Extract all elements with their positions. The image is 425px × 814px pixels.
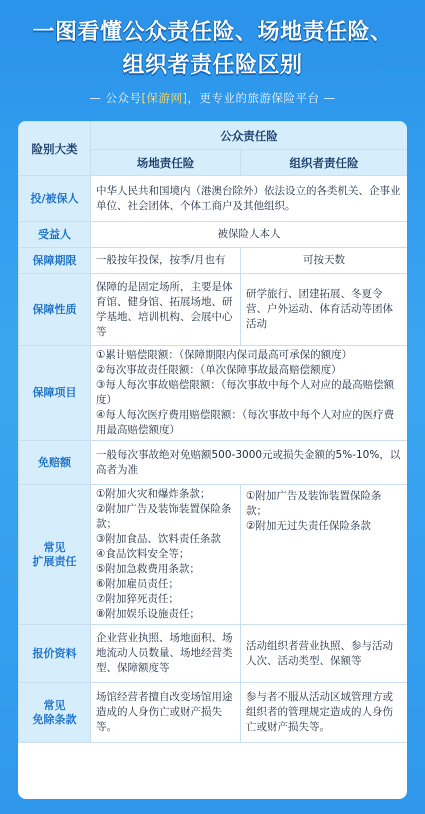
row-label-line: 常见 <box>43 540 66 554</box>
table-row <box>19 176 408 222</box>
subtitle-suffix: ，更专业的旅游保险平台 — <box>187 91 336 105</box>
table-row <box>19 441 408 485</box>
row-label: 投/被保人 <box>19 176 91 222</box>
table-row <box>19 485 408 625</box>
table-row <box>19 625 408 683</box>
row-label: 报价资料 <box>19 625 91 683</box>
subtitle-prefix: — 公众号 <box>89 91 142 105</box>
poster-subtitle <box>0 90 425 106</box>
poster-title-line-2: 组织者责任险区别 <box>122 53 303 78</box>
list-item: ④每人每次医疗费用赔偿限额：（每次事故中每个人对应的医疗费用最高赔偿额度） <box>96 409 395 436</box>
table-cell: 研学旅行、团建拓展、冬夏令营、户外运动、体育活动等团体活动 <box>241 274 408 346</box>
list-item: ⑦附加猝死责任； <box>96 593 179 605</box>
list-item: ①附加广告及装饰装置保险条款； <box>246 490 382 517</box>
group-header: 公众责任险 <box>91 122 408 150</box>
table-cell: 活动组织者营业执照、参与活动人次、活动类型、保额等 <box>241 625 408 683</box>
row-label-line: 扩展责任 <box>32 554 77 568</box>
list-item: ③每人每次事故赔偿限额：（每次事故中每个人对应的最高赔偿额度） <box>96 379 395 406</box>
table-cell: 企业营业执照、场地面积、场地流动人员数量、场地经营类型、保障额度等 <box>91 625 241 683</box>
list-item: ②每次事故责任限额：（单次保障事故最高赔偿额度） <box>96 364 342 376</box>
list-item: ①累计赔偿限额：（保障期限内保司最高可承保的额度） <box>96 349 353 361</box>
comparison-table <box>18 121 407 743</box>
table-row <box>19 222 408 248</box>
table-cell <box>91 346 408 441</box>
table-row <box>19 122 408 150</box>
table-cell: 可按天数 <box>241 248 408 274</box>
poster-title-line-1: 一图看懂公众责任险、场地责任险、 <box>32 20 393 45</box>
row-label-line: 免除条款 <box>32 712 77 726</box>
table-cell: 保障的是固定场所，主要是体育馆、健身馆、拓展场地、研学基地、培训机构、会展中心等 <box>91 274 241 346</box>
row-label: 保障项目 <box>19 346 91 441</box>
list-item: ③附加食品、饮料责任条款 <box>96 533 221 545</box>
list-item: ⑧附加娱乐设施责任； <box>96 608 200 620</box>
row-label <box>19 683 91 743</box>
row-label-line: 常见 <box>43 698 66 712</box>
row-label: 保障性质 <box>19 274 91 346</box>
table-cell <box>241 485 408 625</box>
table-row <box>19 346 408 441</box>
list-item: ②附加无过失责任保险条款 <box>246 520 371 532</box>
table-row <box>19 274 408 346</box>
table-cell: 一般每次事故绝对免赔额500-3000元或损失金额的5%-10%，以高者为准 <box>91 441 408 485</box>
row-label <box>19 485 91 625</box>
list-item: ②附加广告及装饰装置保险条款； <box>96 503 232 530</box>
table-cell <box>91 485 241 625</box>
corner-label: 险别大类 <box>19 122 91 176</box>
table-cell: 中华人民共和国境内（港澳台除外）依法设立的各类机关、企事业单位、社会团体、个体工商户及其他组织。 <box>91 176 408 222</box>
subtitle-brand: [保游网] <box>141 91 188 105</box>
row-label: 免赔额 <box>19 441 91 485</box>
table-cell: 参与者不服从活动区域管理方或组织者的管理规定造成的人身伤亡或财产损失等。 <box>241 683 408 743</box>
table-row <box>19 248 408 274</box>
list-item: ④食品饮料安全等； <box>96 548 190 560</box>
comparison-card <box>18 121 407 799</box>
table-cell: 被保险人本人 <box>91 222 408 248</box>
row-label: 保障期限 <box>19 248 91 274</box>
poster-header <box>0 0 425 120</box>
row-label: 受益人 <box>19 222 91 248</box>
list-item: ⑥附加雇员责任； <box>96 578 179 590</box>
col2-header: 组织者责任险 <box>241 150 408 176</box>
list-item: ①附加火灾和爆炸条款； <box>96 488 211 500</box>
table-cell: 场馆经营者擅自改变场馆用途造成的人身伤亡或财产损失等。 <box>91 683 241 743</box>
col1-header: 场地责任险 <box>91 150 241 176</box>
list-item: ⑤附加急救费用条款； <box>96 563 200 575</box>
table-row <box>19 683 408 743</box>
table-cell: 一般按年投保，按季/月也有 <box>91 248 241 274</box>
